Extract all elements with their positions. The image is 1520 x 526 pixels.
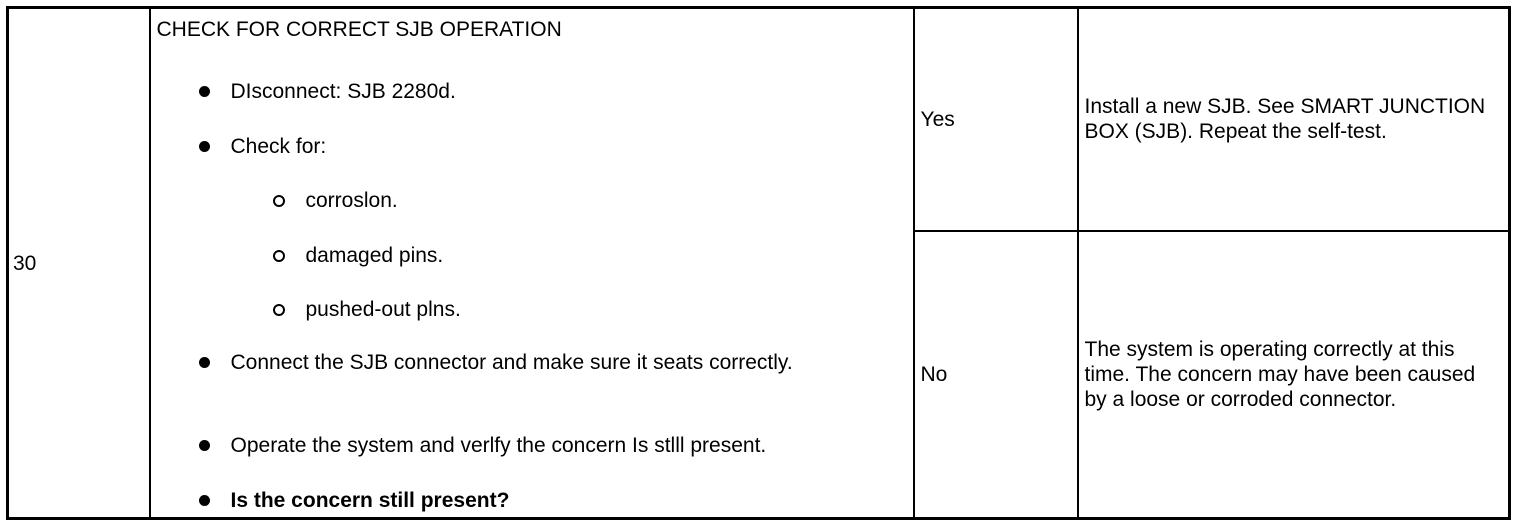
bullet-icon <box>199 357 210 368</box>
action-yes: Install a new SJB. See SMART JUNCTION BOX (SJB). Repeat the self-test. <box>1078 8 1510 231</box>
circle-bullet-icon <box>273 195 285 207</box>
step-number: 30 <box>8 8 150 519</box>
circle-bullet-icon <box>273 304 285 316</box>
procedure-cell <box>150 8 914 519</box>
circle-bullet-icon <box>273 250 285 262</box>
answer-yes: Yes <box>914 8 1078 231</box>
item-text: Check for: <box>230 135 327 158</box>
procedure-title: CHECK FOR CORRECT SJB OPERATION <box>156 18 562 41</box>
table-row <box>8 8 1510 231</box>
item-text: damaged pins. <box>305 244 444 267</box>
bullet-icon <box>199 440 210 451</box>
bullet-icon <box>199 86 210 97</box>
item-text: corroslon. <box>305 189 398 212</box>
bullet-icon <box>199 141 210 152</box>
bullet-icon <box>199 495 210 506</box>
answer-no: No <box>914 231 1078 519</box>
item-text: Connect the SJB connector and make sure it seats correctly. <box>230 351 793 374</box>
diagnostic-step-table <box>6 6 1511 520</box>
question-text: Is the concern still present? <box>230 489 510 512</box>
item-text: Operate the system and verlfy the concern Is stlll present. <box>230 434 767 457</box>
action-no: The system is operating correctly at this time. The concern may have been caused by a loose or corroded connector. <box>1078 231 1510 519</box>
item-text: DIsconnect: SJB 2280d. <box>230 80 456 103</box>
item-text: pushed-out plns. <box>305 298 461 321</box>
